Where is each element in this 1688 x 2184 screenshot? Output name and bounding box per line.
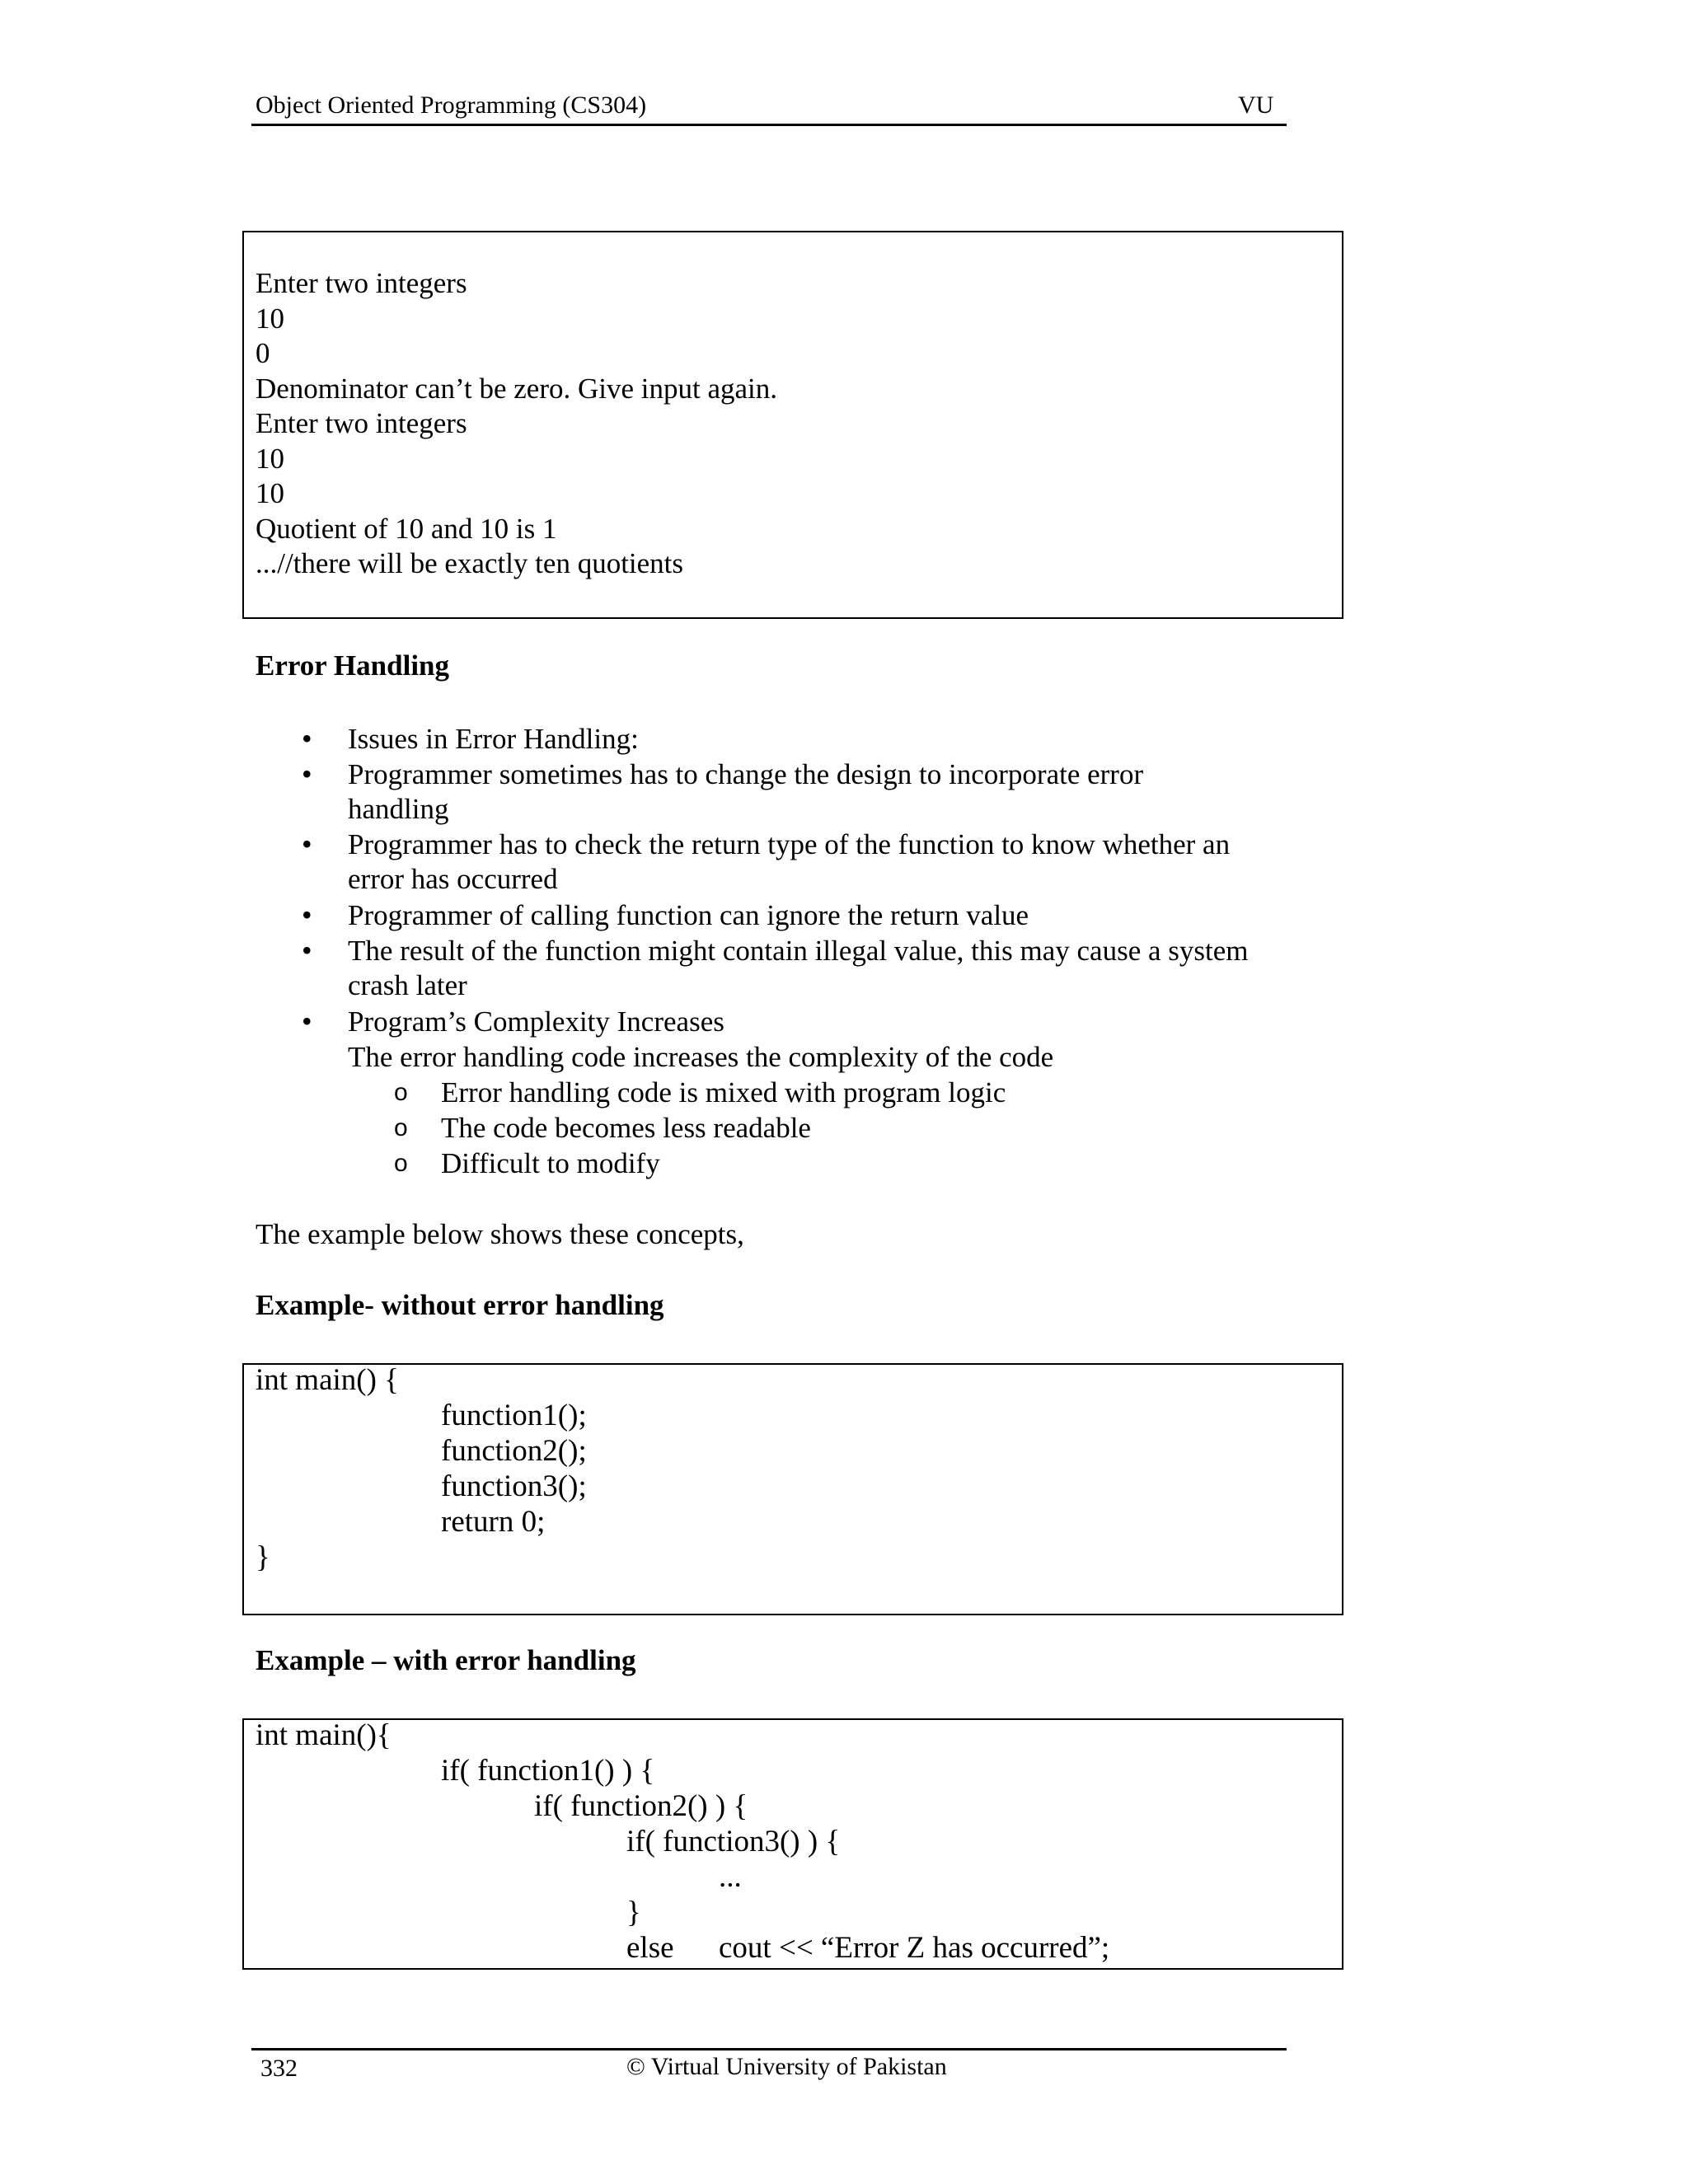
code-line: return 0; (441, 1505, 546, 1539)
sub-bullet-text: Error handling code is mixed with program logic (441, 1076, 1006, 1108)
header-rule (251, 124, 1287, 126)
bullet-icon: • (302, 934, 312, 967)
footer-copyright: © Virtual University of Pakistan (626, 2053, 947, 2080)
output-line: 10 (256, 443, 284, 475)
header-title: Object Oriented Programming (CS304) (256, 91, 647, 119)
example2-heading: Example – with error handling (256, 1644, 636, 1676)
code-line: } (256, 1540, 270, 1574)
section-heading: Error Handling (256, 649, 450, 682)
bullet-text: Programmer of calling function can ignore the return value (348, 899, 1029, 931)
code-line: if( function3() ) { (626, 1825, 841, 1858)
output-line: Enter two integers (256, 407, 467, 439)
code-line: function2(); (441, 1434, 587, 1468)
bullet-icon: • (302, 757, 312, 790)
sub-bullet-text: The code becomes less readable (441, 1112, 811, 1144)
code-line-else: else (626, 1931, 674, 1965)
code-line: int main() { (256, 1363, 399, 1397)
sub-bullet-text: Difficult to modify (441, 1147, 660, 1179)
bullet-icon: • (302, 1005, 312, 1038)
output-line: 10 (256, 302, 284, 335)
code-line: ... (719, 1860, 742, 1894)
bullet-text: Program’s Complexity Increases (348, 1005, 724, 1038)
bullet-text-continued: crash later (348, 969, 467, 1001)
bullet-text: Programmer sometimes has to change the design to incorporate error (348, 758, 1144, 790)
sub-bullet-icon: o (394, 1079, 408, 1106)
code-box-without-error-handling (242, 1363, 1343, 1615)
intro-paragraph: The example below shows these concepts, (256, 1218, 744, 1250)
header-vu: VU (1238, 91, 1274, 119)
sub-bullet-icon: o (394, 1114, 408, 1141)
output-line: 10 (256, 477, 284, 509)
bullet-text: Issues in Error Handling: (348, 723, 639, 755)
output-line: Enter two integers (256, 267, 467, 299)
bullet-icon: • (302, 827, 312, 860)
code-line: } (626, 1896, 641, 1929)
code-line-cout: cout << “Error Z has occurred”; (719, 1931, 1110, 1965)
output-line: 0 (256, 337, 270, 369)
bullet-text-continued: error has occurred (348, 863, 558, 895)
output-line: ...//there will be exactly ten quotients (256, 547, 684, 579)
example1-heading: Example- without error handling (256, 1289, 664, 1321)
code-line: function1(); (441, 1399, 587, 1432)
page-number: 332 (260, 2055, 298, 2082)
sub-bullet-icon: o (394, 1150, 408, 1177)
output-line: Denominator can’t be zero. Give input again. (256, 373, 778, 405)
bullet-text: Programmer has to check the return type of the function to know whether an (348, 828, 1231, 860)
bullet-text: The result of the function might contain illegal value, this may cause a system (348, 935, 1249, 967)
bullet-text-continued: handling (348, 793, 449, 825)
output-line: Quotient of 10 and 10 is 1 (256, 513, 557, 545)
code-line: if( function1() ) { (441, 1754, 655, 1788)
bullet-icon: • (302, 898, 312, 931)
code-line: function3(); (441, 1469, 587, 1503)
bullet-text-continued: The error handling code increases the complexity of the code (348, 1041, 1054, 1073)
bullet-icon: • (302, 722, 312, 755)
code-line: if( function2() ) { (534, 1789, 748, 1823)
code-line: int main(){ (256, 1718, 392, 1752)
